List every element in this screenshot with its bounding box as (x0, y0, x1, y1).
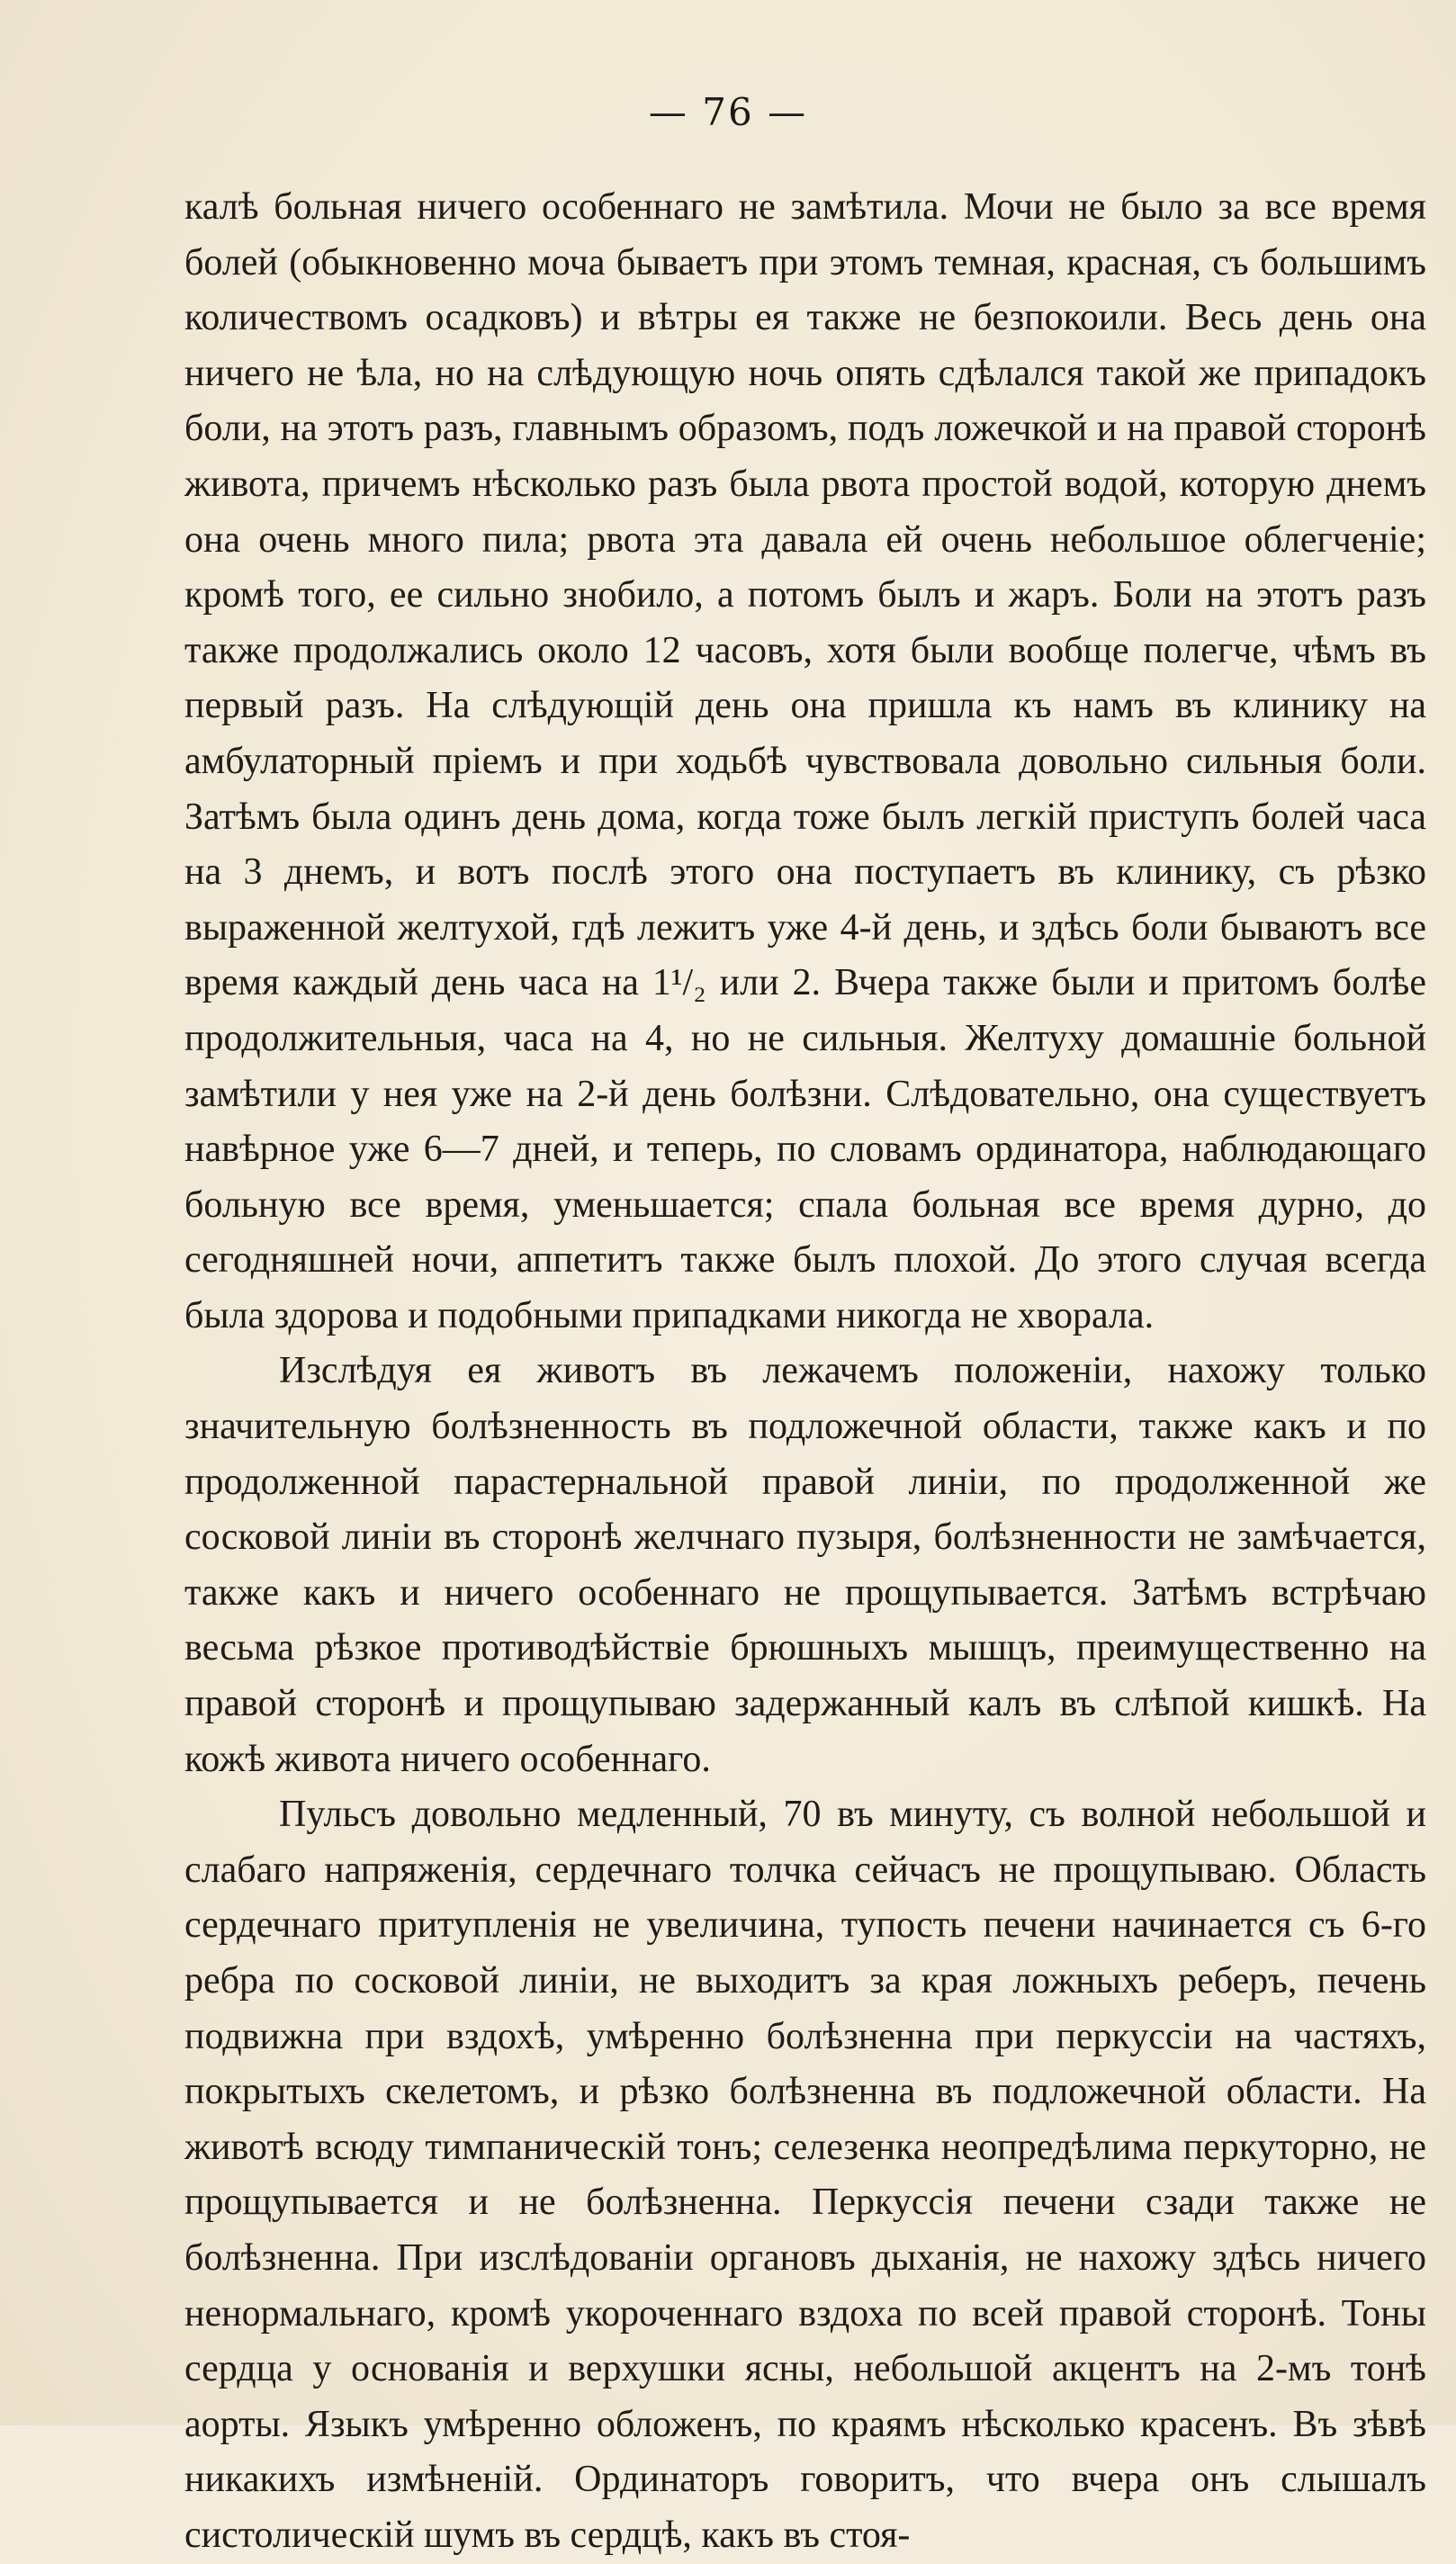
paragraph-3: Пульсъ довольно медленный, 70 въ минуту, съ волной небольшой и слабаго напряженія, сердечнаго толчка сейчасъ не прощупываю. Область сердечнаго притупленія не увеличина, тупость печени начинается съ 6-го ребра по сосковой линіи, не выходитъ за края ложныхъ реберъ, печень подвижна при вздохѣ, умѣренно болѣзненна при перкуссіи на частяхъ, покрытыхъ скелетомъ, и рѣзко болѣзненна въ подложечной области. На животѣ всюду тимпаническій тонъ; селезенка неопредѣлима перкуторно, не прощупывается и не болѣзненна. Перкуссія печени сзади также не болѣзненна. При изслѣдованіи органовъ дыханія, не нахожу здѣсь ничего ненормальнаго, кромѣ укороченнаго вздоха по всей правой сторонѣ. Тоны сердца у основанія и верхушки ясны, небольшой акцентъ на 2-мъ тонѣ аорты. Языкъ умѣренно обложенъ, по краямъ нѣсколько красенъ. Въ зѣвѣ никакихъ измѣненій. Ординаторъ говоритъ, что вчера онъ слышалъ систолическій шумъ въ сердцѣ, какъ въ стоя- (184, 1794, 1426, 2556)
paragraph-1: калѣ больная ничего особеннаго не замѣтила. Мочи не было за все время болей (обыкновенно моча бываетъ при этомъ темная, красная, съ большимъ количествомъ осадковъ) и вѣтры ея также не безпокоили. Весь день она ничего не ѣла, но на слѣдующую ночь опять сдѣлался такой же припадокъ боли, на этотъ разъ, главнымъ образомъ, подъ ложечкой и на правой сторонѣ живота, причемъ нѣсколько разъ была рвота простой водой, которую днемъ она очень много пила; рвота эта давала ей очень небольшое облегченіе; кромѣ того, ее сильно знобило, а потомъ былъ и жаръ. Боли на этотъ разъ также продолжались около 12 часовъ, хотя были вообще полегче, чѣмъ въ первый разъ. На слѣдующій день она пришла къ намъ въ клинику на амбулаторный пріемъ и при ходьбѣ чувствовала довольно сильныя боли. Затѣмъ была одинъ день дома, когда тоже былъ легкій приступъ болей часа на 3 днемъ, и вотъ послѣ этого она поступаетъ въ клинику, съ рѣзко выраженной желтухой, гдѣ лежитъ уже 4-й день, и здѣсь боли бываютъ все время каждый день часа на 1¹/₂ или 2. Вчера также были и притомъ болѣе продолжительныя, часа на 4, но не сильныя. Желтуху домашніе больной замѣтили у нея уже на 2-й день болѣзни. Слѣдовательно, она существуетъ навѣрное уже 6—7 дней, и теперь, по словамъ ординатора, наблюдающаго больную все время, уменьшается; спала больная все время дурно, до сегодняшней ночи, аппетитъ также былъ плохой. До этого случая всегда была здорова и подобными припадками никогда не хворала. (184, 186, 1426, 1336)
text-body (184, 180, 1426, 2564)
page-number: — 76 — (648, 90, 808, 134)
paragraph-2: Изслѣдуя ея животъ въ лежачемъ положеніи, нахожу только значительную болѣзненность въ подложечной области, также какъ и по продолженной парастернальной правой линіи, по продолженной же сосковой линіи въ сторонѣ желчнаго пузыря, болѣзненности не замѣчается, также какъ и ничего особеннаго не прощупывается. Затѣмъ встрѣчаю весьма рѣзкое противодѣйствіе брюшныхъ мышцъ, преимущественно на правой сторонѣ и прощупываю задержанный калъ въ слѣпой кишкѣ. На кожѣ живота ничего особеннаго. (184, 1350, 1426, 1780)
